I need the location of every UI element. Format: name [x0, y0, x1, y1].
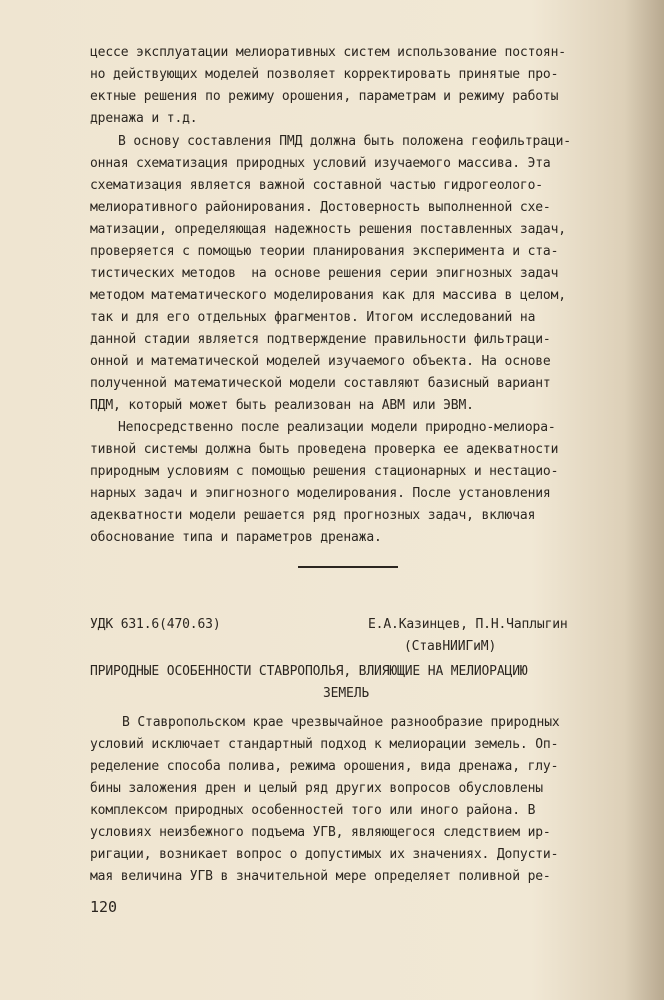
- text-line: данной стадии является подтверждение правильности фильтраци-: [90, 332, 551, 347]
- text-line: условиях неизбежного подъема УГВ, являющегося следствием ир-: [90, 825, 551, 840]
- udk-code: УДК 631.6(470.63): [90, 617, 221, 632]
- text-line: но действующих моделей позволяет корректировать принятые про-: [90, 67, 559, 82]
- article-authors: Е.А.Казинцев, П.Н.Чаплыгин: [368, 617, 568, 632]
- text-line: так и для его отдельных фрагментов. Итогом исследований на: [90, 310, 536, 325]
- text-line: В основу составления ПМД должна быть положена геофильтраци-: [118, 134, 571, 149]
- text-line: схематизация является важной составной частью гидрогеолого-: [90, 178, 543, 193]
- text-line: мая величина УГВ в значительной мере определяет поливной ре-: [90, 869, 551, 884]
- text-line: проверяется с помощью теории планирования эксперимента и ста-: [90, 244, 559, 259]
- author-affiliation: (СтавНИИГиМ): [404, 639, 497, 654]
- text-line: обоснование типа и параметров дренажа.: [90, 530, 382, 545]
- text-line: бины заложения дрен и целый ряд других вопросов обусловлены: [90, 781, 543, 796]
- text-line: полученной математической модели составляют базисный вариант: [90, 376, 551, 391]
- text-line: нарных задач и эпигнозного моделирования. После установления: [90, 486, 551, 501]
- text-line: методом математического моделирования как для массива в целом,: [90, 288, 566, 303]
- text-line: тистических методов на основе решения серии эпигнозных задач: [90, 266, 559, 281]
- text-line: ределение способа полива, режима орошения, вида дренажа, глу-: [90, 759, 559, 774]
- text-line: онная схематизация природных условий изучаемого массива. Эта: [90, 156, 551, 171]
- text-line: мелиоративного районирования. Достоверность выполненной схе-: [90, 200, 551, 215]
- text-line: В Ставропольском крае чрезвычайное разнообразие природных: [122, 715, 560, 730]
- page-number: 120: [90, 898, 118, 916]
- text-line: дренажа и т.д.: [90, 111, 198, 126]
- text-line: Непосредственно после реализации модели природно-мелиора-: [118, 420, 556, 435]
- text-line: тивной системы должна быть проведена проверка ее адекватности: [90, 442, 559, 457]
- text-line: адекватности модели решается ряд прогнозных задач, включая: [90, 508, 536, 523]
- text-line: матизации, определяющая надежность решения поставленных задач,: [90, 222, 566, 237]
- article-title: ПРИРОДНЫЕ ОСОБЕННОСТИ СТАВРОПОЛЬЯ, ВЛИЯЮЩИЕ НА МЕЛИОРАЦИЮ: [90, 664, 528, 679]
- article-title-continued: ЗЕМЕЛЬ: [323, 686, 370, 701]
- text-line: ПДМ, который может быть реализован на АВМ или ЭВМ.: [90, 398, 474, 413]
- text-line: условий исключает стандартный подход к мелиорации земель. Оп-: [90, 737, 559, 752]
- text-line: ектные решения по режиму орошения, параметрам и режиму работы: [90, 89, 559, 104]
- text-line: природным условиям с помощью решения стационарных и нестацио-: [90, 464, 559, 479]
- text-line: цессе эксплуатации мелиоративных систем использование постоян-: [90, 45, 566, 60]
- text-line: онной и математической моделей изучаемого объекта. На основе: [90, 354, 551, 369]
- text-line: ригации, возникает вопрос о допустимых их значениях. Допусти-: [90, 847, 559, 862]
- section-divider: [298, 566, 398, 568]
- text-line: комплексом природных особенностей того или иного района. В: [90, 803, 536, 818]
